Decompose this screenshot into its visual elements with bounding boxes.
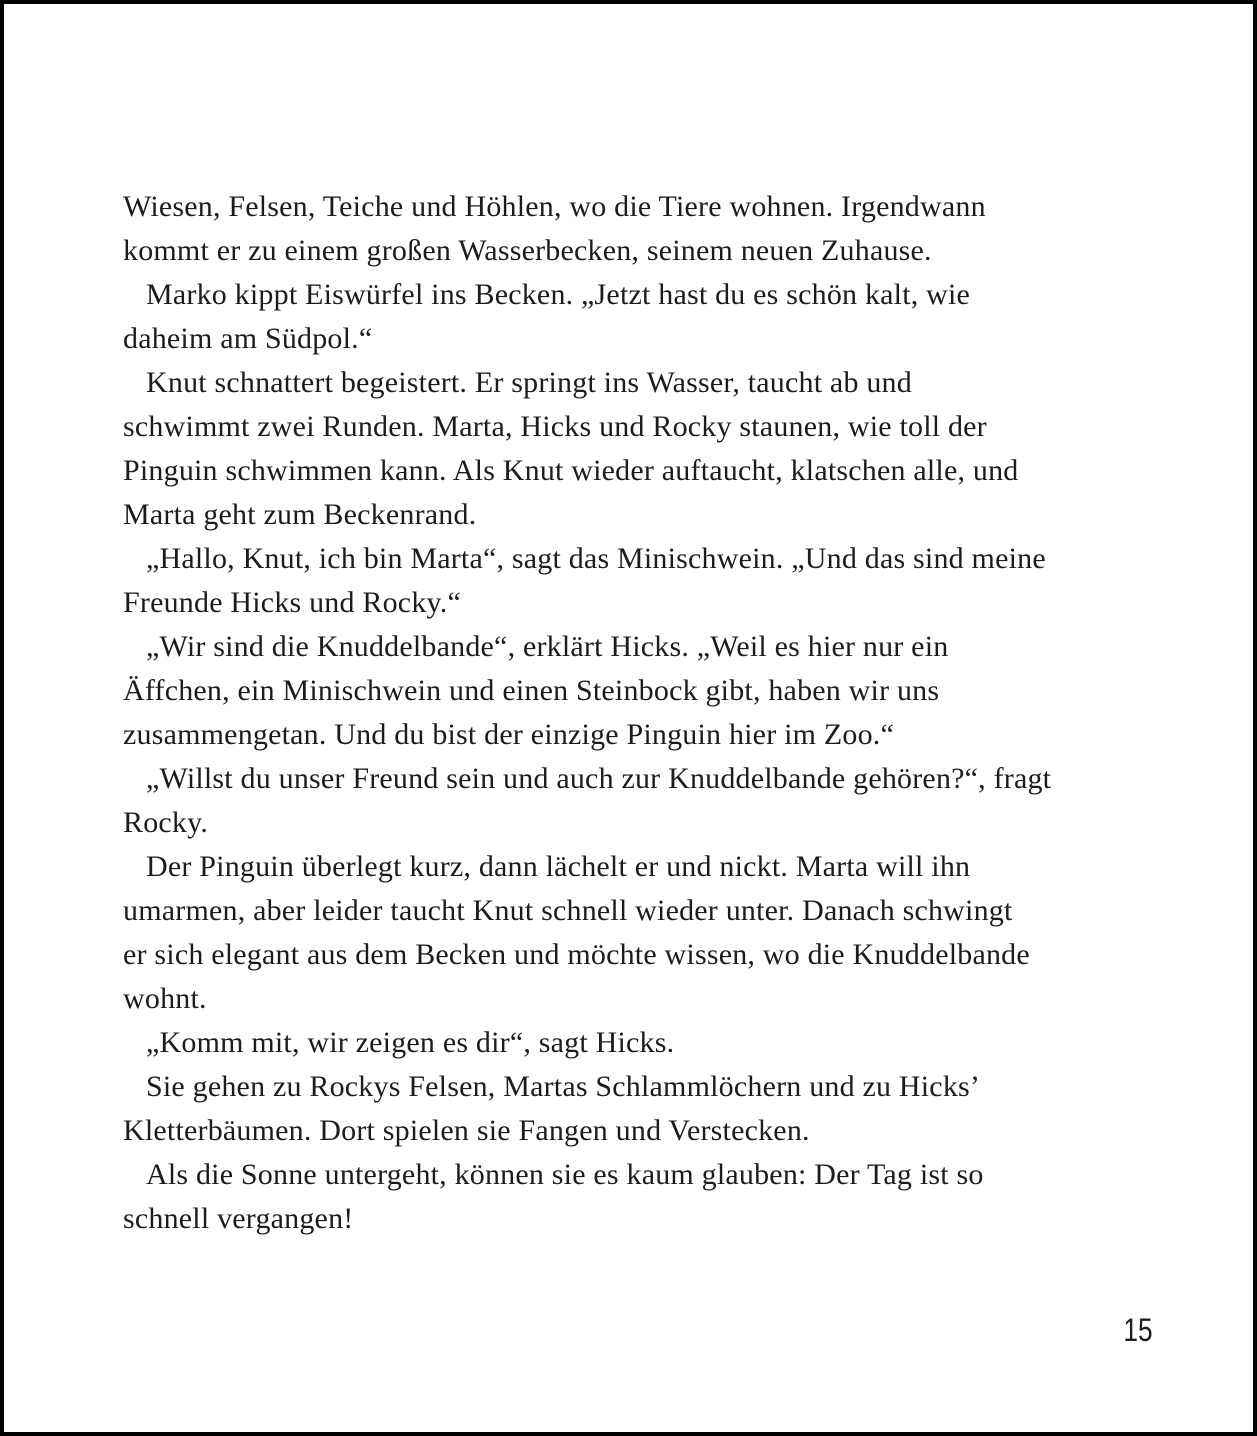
text-line: er sich elegant aus dem Becken und möchte wissen, wo die Knuddelbande bbox=[123, 938, 1030, 971]
text-line: Als die Sonne untergeht, können sie es kaum glauben: Der Tag ist so bbox=[146, 1158, 984, 1191]
text-line: „Hallo, Knut, ich bin Marta“, sagt das Minischwein. „Und das sind meine bbox=[146, 542, 1046, 575]
text-line: „Komm mit, wir zeigen es dir“, sagt Hicks. bbox=[146, 1026, 675, 1059]
text-line: zusammengetan. Und du bist der einzige Pinguin hier im Zoo.“ bbox=[123, 718, 894, 751]
text-line: Äffchen, ein Minischwein und einen Steinbock gibt, haben wir uns bbox=[123, 674, 940, 707]
text-line: kommt er zu einem großen Wasserbecken, seinem neuen Zuhause. bbox=[123, 234, 932, 267]
text-line: Marko kippt Eiswürfel ins Becken. „Jetzt hast du es schön kalt, wie bbox=[146, 278, 971, 311]
text-line: „Willst du unser Freund sein und auch zur Knuddelbande gehören?“, fragt bbox=[146, 762, 1052, 795]
text-line: daheim am Südpol.“ bbox=[123, 322, 373, 355]
page-number: 15 bbox=[1123, 1312, 1153, 1348]
text-line: Pinguin schwimmen kann. Als Knut wieder auftaucht, klatschen alle, und bbox=[123, 454, 1019, 487]
text-line: Der Pinguin überlegt kurz, dann lächelt er und nickt. Marta will ihn bbox=[146, 850, 971, 883]
text-line: wohnt. bbox=[123, 982, 207, 1015]
text-line: Kletterbäumen. Dort spielen sie Fangen und Verstecken. bbox=[123, 1114, 810, 1147]
text-line: Rocky. bbox=[123, 806, 209, 839]
text-line: Marta geht zum Beckenrand. bbox=[123, 498, 477, 531]
text-line: schnell vergangen! bbox=[123, 1202, 354, 1235]
text-line: „Wir sind die Knuddelbande“, erklärt Hicks. „Weil es hier nur ein bbox=[146, 630, 949, 663]
text-line: schwimmt zwei Runden. Marta, Hicks und Rocky staunen, wie toll der bbox=[123, 410, 987, 443]
page-text bbox=[123, 185, 1133, 1241]
text-line: Knut schnattert begeistert. Er springt ins Wasser, taucht ab und bbox=[146, 366, 912, 399]
text-line: Sie gehen zu Rockys Felsen, Martas Schlammlöchern und zu Hicks’ bbox=[146, 1070, 981, 1103]
text-line: Freunde Hicks und Rocky.“ bbox=[123, 586, 461, 619]
text-line: Wiesen, Felsen, Teiche und Höhlen, wo die Tiere wohnen. Irgendwann bbox=[123, 190, 986, 223]
text-line: umarmen, aber leider taucht Knut schnell wieder unter. Danach schwingt bbox=[123, 894, 1013, 927]
